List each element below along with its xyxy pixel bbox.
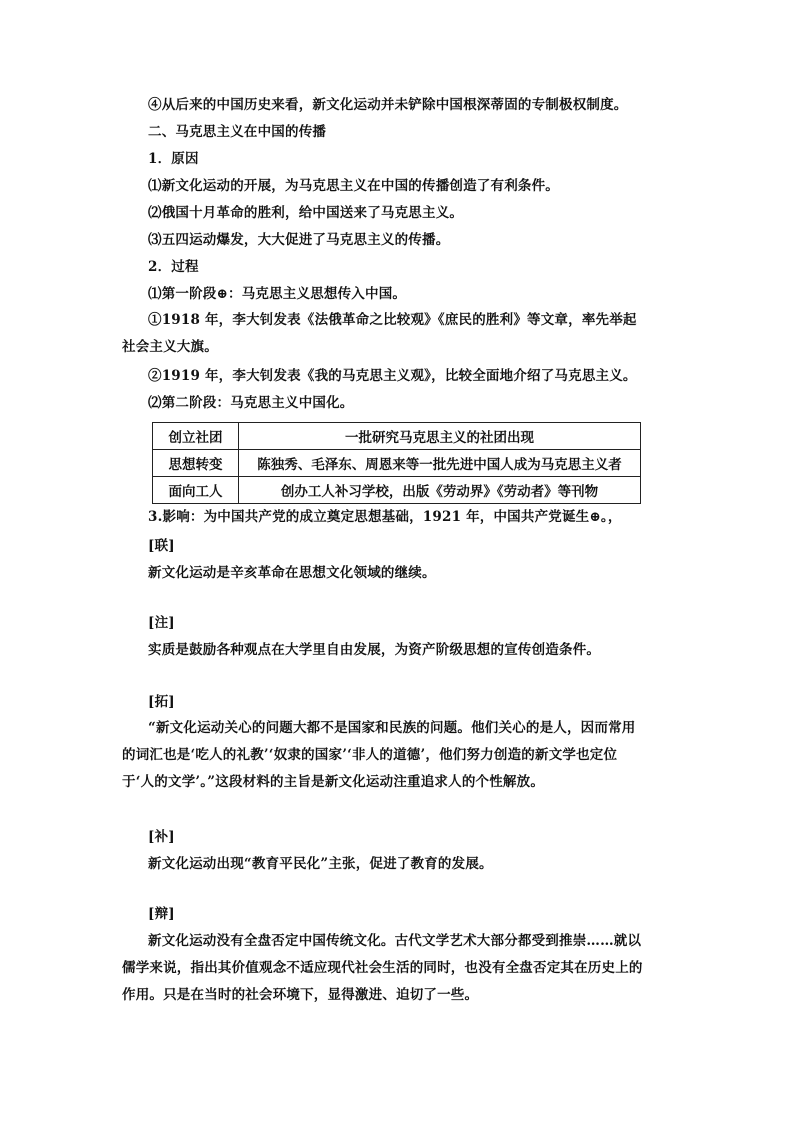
table-row-head: 创立社团 [153,423,239,450]
note-text-lian: 新文化运动是辛亥革命在思想文化领域的继续。 [148,565,436,581]
reason-1: ⑴新文化运动的开展，为马克思主义在中国的传播创造了有利条件。 [148,178,559,194]
note-text-zhu: 实质是鼓励各种观点在大学里自由发展，为资产阶级思想的宣传创造条件。 [148,642,601,658]
note-text-bian: 新文化运动没有全盘否定中国传统文化。古代文学艺术大部分都受到推崇……就以儒学来说，指出其价值观念不适应现代社会生活的同时，也没有全盘否定其在历史上的作用。只是在当时的社会环境下，显得激进、迫切了一些。 [122,933,643,1003]
table-row [153,423,641,450]
subheading-process: 2．过程 [148,259,199,275]
table-row-content: 创办工人补习学校，出版《劳动界》《劳动者》等刊物 [239,477,641,504]
table-row-head: 面向工人 [153,477,239,504]
stage-2-table [152,422,641,504]
note-tag-zhu: [注] [148,615,175,631]
note-tag-tuo: [拓] [148,694,175,710]
reason-3: ⑶五四运动爆发，大大促进了马克思主义的传播。 [148,232,450,248]
note-text-bu: 新文化运动出现“教育平民化”主张，促进了教育的发展。 [148,856,493,872]
table-row-content: 陈独秀、毛泽东、周恩来等一批先进中国人成为马克思主义者 [239,450,641,477]
section-heading: 二、马克思主义在中国的传播 [148,124,327,140]
table-row-head: 思想转变 [153,450,239,477]
note-tag-lian: [联] [148,538,175,554]
note-text-tuo: “新文化运动关心的问题大都不是国家和民族的问题。他们关心的是人，因而常用的词汇也是‘吃人的礼教’‘奴隶的国家’‘非人的道德’，他们努力创造的新文学也定位于‘人的文学’。”这段材料的主旨是新文化运动注重追求人的个性解放。 [122,720,636,790]
table-row [153,477,641,504]
stage-1-item-1: ①1918 年，李大钊发表《法俄革命之比较观》《庶民的胜利》等文章，率先举起社会主义大旗。 [122,312,637,355]
note-tag-bu: [补] [148,829,175,845]
stage-2: ⑵第二阶段：马克思主义中国化。 [148,395,354,411]
stage-1: ⑴第一阶段⊕：马克思主义思想传入中国。 [148,286,407,302]
point-4-line: ④从后来的中国历史来看，新文化运动并未铲除中国根深蒂固的专制极权制度。 [148,97,628,113]
table-row [153,450,641,477]
reason-2: ⑵俄国十月革命的胜利，给中国送来了马克思主义。 [148,205,464,221]
table-row-content: 一批研究马克思主义的社团出现 [239,423,641,450]
stage-1-item-2: ②1919 年，李大钊发表《我的马克思主义观》，比较全面地介绍了马克思主义。 [148,368,637,384]
subheading-reasons: 1．原因 [148,151,199,167]
influence-line: 3.影响：为中国共产党的成立奠定思想基础，1921 年，中国共产党诞生⊕。， [148,509,622,525]
note-tag-bian: [辩] [148,906,175,922]
